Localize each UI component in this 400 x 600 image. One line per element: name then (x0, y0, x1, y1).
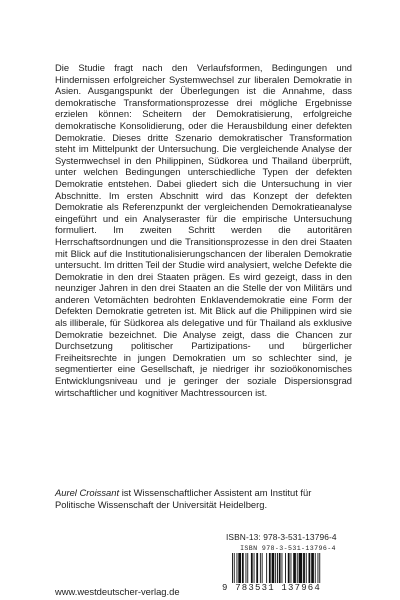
barcode-bar (242, 553, 244, 583)
publisher-url[interactable]: www.westdeutscher-verlag.de (55, 586, 180, 597)
barcode-bar (311, 553, 314, 583)
barcode-bar (251, 553, 253, 583)
barcode-bar (318, 553, 319, 583)
barcode-bar (277, 553, 278, 583)
barcode-bar (288, 553, 290, 583)
barcode-bars (232, 553, 348, 583)
author-description: ist Wissenschaftlicher Assistent am Institut für Politische Wissenschaft der Universität Heidelberg. (55, 487, 312, 510)
barcode-bar (285, 553, 286, 583)
barcode-bar (297, 553, 298, 583)
barcode-digits: 9 783531 137964 (222, 583, 322, 593)
barcode-bar (306, 553, 307, 583)
barcode-bar (272, 553, 275, 583)
barcode-bar (293, 553, 296, 583)
barcode-bar (262, 553, 263, 583)
author-name: Aurel Croissant (55, 487, 120, 498)
barcode-bar (291, 553, 292, 583)
barcode-bar (238, 553, 241, 583)
blurb-text (55, 62, 352, 398)
barcode-bar (266, 553, 267, 583)
barcode-bar (279, 553, 281, 583)
barcode-bar (269, 553, 271, 583)
barcode-bar (319, 553, 320, 583)
barcode-bar (275, 553, 276, 583)
blurb-paragraph: Die Studie fragt nach den Verlaufsformen, Bedingungen und Hindernissen erfolgreicher Systemwechsel zur liberalen Demokratie in Asien. Ausgangspunkt der Überlegungen ist die Annahme, dass demokratische Transformationsprozesse drei mögliche Ergebnisse erzielen können: Scheitern der Demokratisierung, erfolgreiche demokratische Konsolidierung, oder die Herausbildung einer defekten Demokratie. Dieses dritte Szenario demokratischer Transformation steht im Mittelpunkt der Untersuchung. Die vergleichende Analyse der Systemwechsel in den Philippinen, Südkorea und Thailand überprüft, unter welchen Bedingungen unterschiedliche Typen der defekten Demokratie entstehen. Dabei gliedert sich die Untersuchung in vier Abschnitte. Im ersten Abschnitt wird das Konzept der defekten Demokratie als Referenzpunkt der vergleichenden Demokratieanalyse eingeführt und ein Analyseraster für die empirische Untersuchung formuliert. Im zweiten Schritt werden die autoritären Herrschaftsordnungen und die Transitionsprozesse in den drei Staaten mit Blick auf die Institutionalisierungschancen der liberalen Demokratie untersucht. Im dritten Teil der Studie wird analysiert, welche Defekte die Demokratie in den drei Staaten prägen. Es wird gezeigt, dass in den neunziger Jahren in den drei Staaten an die Stelle der von Militärs und anderen Vetomächten bedrohten Enklavendemokratie eine Form der Defekten Demokratie getreten ist. Mit Blick auf die Philippinen wird sie als illiberale, für Südkorea als delegative und für Thailand als exklusive Demokratie bezeichnet. Die Analyse zeigt, dass die Chancen zur Durchsetzung politischer Partizipations- und bürgerlicher Freiheitsrechte in jungen Demokratien um so schlechter sind, je segmentierter eine Gesellschaft, je niedriger ihr sozioökonomisches Entwicklungsniveau und je geringer der soziale Dispersionsgrad wirtschaftlicher und kognitiver Machtressourcen ist. (55, 62, 352, 398)
barcode-bar (246, 553, 247, 583)
barcode-bar (315, 553, 316, 583)
barcode-bar (303, 553, 305, 583)
barcode-bar (247, 553, 248, 583)
barcode-bar (237, 553, 238, 583)
barcode-bar (260, 553, 261, 583)
barcode (222, 545, 354, 593)
barcode-isbn-text: ISBN 978-3-531-13796-4 (240, 545, 336, 552)
barcode-bar (232, 553, 233, 583)
barcode-bar (234, 553, 235, 583)
barcode-bar (282, 553, 283, 583)
barcode-bar (309, 553, 311, 583)
barcode-bar (299, 553, 303, 583)
isbn-label: ISBN-13: 978-3-531-13796-4 (226, 532, 337, 542)
barcode-bar (254, 553, 255, 583)
author-note (55, 487, 352, 510)
barcode-bar (256, 553, 258, 583)
